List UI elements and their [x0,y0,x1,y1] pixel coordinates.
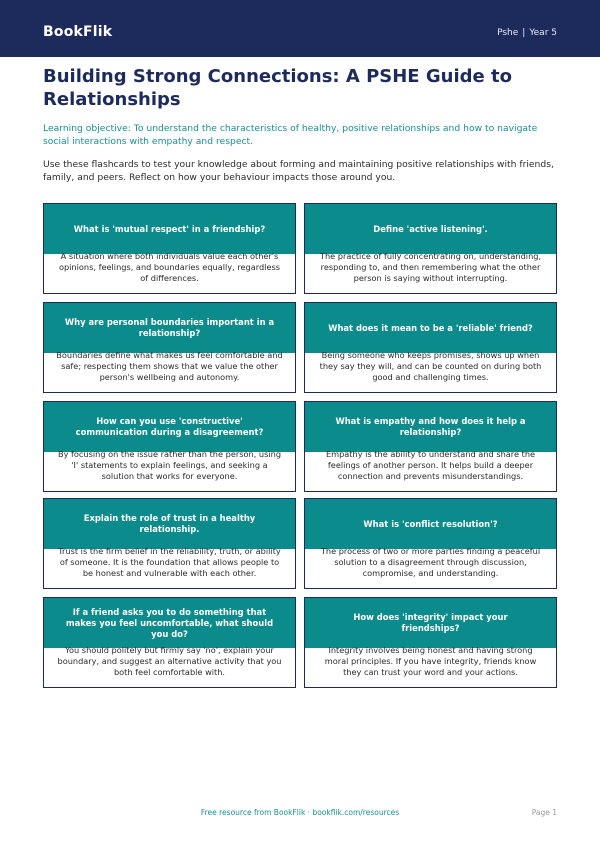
intro-text: Use these flashcards to test your knowledge about forming and maintaining positive relationships with friends, family, and peers. Reflect on how your behaviour impacts those around you. [43,159,554,183]
page-number: Page 1 [531,808,557,817]
breadcrumb-separator: | [522,28,526,38]
flashcard-answer: Boundaries define what makes us feel comfortable and safe; respecting them shows that we value the other person's wellbeing and autonomy. [56,350,283,382]
flashcard-question: What does it mean to be a 'reliable' friend? [305,303,556,353]
flashcard-answer: The process of two or more parties finding a peaceful solution to a disagreement through discussion, compromise, and understanding. [320,546,541,578]
top-bar [0,0,600,57]
flashcard[interactable] [304,302,557,393]
flashcard-answer: The practice of fully concentrating on, understanding, responding to, and then remembering what the other person is saying without interrupting. [319,251,542,283]
flashcard-question: What is 'conflict resolution'? [305,499,556,549]
learning-objective: Learning objective: To understand the characteristics of healthy, positive relationships and how to navigate social interactions with empathy and respect. [43,123,538,147]
flashcard-answer: By focusing on the issue rather than the person, using 'I' statements to explain feelings, and seeking a solution that works for everyone. [57,449,282,481]
flashcard-answer: You should politely but firmly say 'no', explain your boundary, and suggest an alternative activity that you both feel comfortable with. [57,645,282,677]
flashcard-question: How can you use 'constructive' communication during a disagreement? [44,402,295,452]
breadcrumb [497,28,557,38]
flashcard[interactable] [43,597,296,688]
flashcard[interactable] [304,401,557,492]
flashcard[interactable] [43,498,296,589]
flashcard-answer: A situation where both individuals value each other's opinions, feelings, and boundaries equally, regardless of differences. [58,251,281,283]
flashcard-answer: Trust is the firm belief in the reliability, truth, or ability of someone. It is the foundation that allows people to be honest and vulnerable with each other. [58,546,281,578]
flashcard-answer: Integrity involves being honest and having strong moral principles. If you have integrity, friends know they can trust your word and your actions. [324,645,537,677]
flashcard-question: What is 'mutual respect' in a friendship? [44,204,295,254]
page-title: Building Strong Connections: A PSHE Guide to Relationships [43,66,512,110]
footer-link[interactable]: Free resource from BookFlik · bookflik.com/resources [200,808,400,817]
flashcard-answer: Empathy is the ability to understand and share the feelings of another person. It helps build a deeper connection and prevents misunderstandings. [325,449,536,481]
flashcard[interactable] [43,401,296,492]
flashcard-question: What is empathy and how does it help a relationship? [305,402,556,452]
flashcard[interactable] [304,498,557,589]
flashcard[interactable] [43,302,296,393]
flashcard[interactable] [304,597,557,688]
breadcrumb-year[interactable]: Year 5 [529,28,557,38]
flashcard-question: Why are personal boundaries important in a relationship? [44,303,295,353]
flashcard-question: Define 'active listening'. [305,204,556,254]
flashcard-question: Explain the role of trust in a healthy relationship. [44,499,295,549]
breadcrumb-subject[interactable]: Pshe [497,28,519,38]
flashcard[interactable] [304,203,557,294]
flashcard-answer: Being someone who keeps promises, shows up when they say they will, and can be counted on during both good and challenging times. [319,350,542,382]
brand-logo[interactable]: BookFlik [43,24,113,40]
flashcard[interactable] [43,203,296,294]
flashcard-question: How does 'integrity' impact your friendships? [305,598,556,648]
flashcard-question: If a friend asks you to do something that makes you feel uncomfortable, what should you do? [44,598,295,648]
